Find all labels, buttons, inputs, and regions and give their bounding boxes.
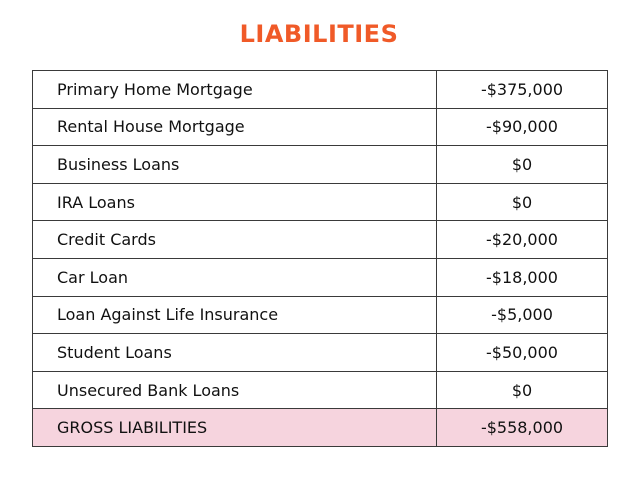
row-label: Business Loans	[33, 146, 437, 184]
row-label: Rental House Mortgage	[33, 108, 437, 146]
row-value: -$90,000	[437, 108, 608, 146]
row-label: Unsecured Bank Loans	[33, 371, 437, 409]
total-value: -$558,000	[437, 409, 608, 447]
total-label: GROSS LIABILITIES	[33, 409, 437, 447]
row-value: $0	[437, 183, 608, 221]
table-row	[33, 258, 608, 296]
page-title: LIABILITIES	[239, 20, 399, 48]
total-row	[33, 409, 608, 447]
row-value: $0	[437, 146, 608, 184]
row-value: -$5,000	[437, 296, 608, 334]
table-row	[33, 334, 608, 372]
table-row	[33, 108, 608, 146]
row-label: Student Loans	[33, 334, 437, 372]
table-row	[33, 183, 608, 221]
row-label: IRA Loans	[33, 183, 437, 221]
liabilities-table	[32, 70, 608, 447]
row-value: -$18,000	[437, 258, 608, 296]
table-row	[33, 296, 608, 334]
table-row	[33, 146, 608, 184]
table-row	[33, 221, 608, 259]
row-value: -$20,000	[437, 221, 608, 259]
row-label: Credit Cards	[33, 221, 437, 259]
table-row	[33, 371, 608, 409]
row-label: Loan Against Life Insurance	[33, 296, 437, 334]
row-value: -$375,000	[437, 71, 608, 109]
row-value: $0	[437, 371, 608, 409]
row-label: Primary Home Mortgage	[33, 71, 437, 109]
row-value: -$50,000	[437, 334, 608, 372]
table-row	[33, 71, 608, 109]
row-label: Car Loan	[33, 258, 437, 296]
